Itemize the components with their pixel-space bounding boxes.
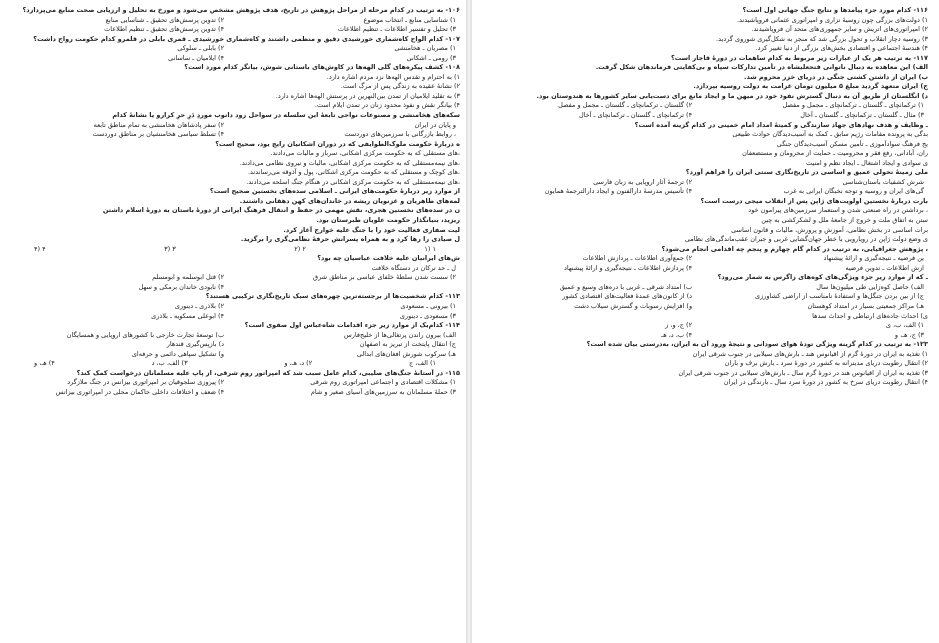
option-row [472, 302, 934, 312]
answer-line: ،های نیمه‌مستقلی که به حکومت مرکزی اشکانی در هنگام جنگ اسلحه می‌دادند. [246, 177, 460, 186]
option-text: ۱) ترکمانچای ـ گلستان ـ ترکمانچای ـ مجمل و مفصل [782, 101, 924, 110]
answer-line: ۱) تغذیه به ایران در دورهٔ گرم از اقیانوس هند ـ بارش‌های سیلابی در جنوب شرقی ایران [692, 349, 928, 358]
option-row [4, 44, 466, 54]
question-stem-partial: لمه‌های طاهریان و غزنویان ریشه در خاندان‌های کهن دهقانی داشتند. [239, 196, 460, 205]
option-text: شرش کشفیات باستان‌شناسی [842, 177, 924, 186]
option-text: ۴) ترکمانچای ـ گلستان ـ ترکمانچای ـ آخال [578, 111, 693, 120]
answer-line: ۱) به احترام و تقدس الهه‌ها نزد مردم اشاره دارد. [326, 72, 460, 81]
option-text: ازش اطلاعات ـ تدوین فرضیه [845, 263, 924, 272]
option-text: ۴) ب، د، هـ [661, 330, 693, 339]
option-row [4, 378, 466, 388]
question-stem-partial: از موارد زیر دربارهٔ حکومت‌های ایرانی ـ اسلامی سده‌های نخستین صحیح است؟ [209, 187, 460, 196]
option-row [472, 111, 934, 121]
option-text: ۲) سست شدن سلطهٔ خلفای عباسی بر مناطق شرق [313, 273, 456, 282]
question-stem-partial: بارت دربارهٔ نخستین اولویت‌های ژاپن پس از انقلاب میجی درست است؟ [700, 196, 928, 205]
answer-line: ۴) هندسهٔ اجتماعی و اقتصادی بخش‌های بزرگی از دنیا تغییر کرد. [755, 44, 928, 53]
option-text [10, 264, 224, 274]
option-text: الف) حاصل کوه‌زایی طی میلیون‌ها سال [816, 282, 924, 291]
option-row [4, 350, 466, 360]
option-row [4, 130, 466, 140]
answer-choice: ۱ (۱ [424, 244, 436, 253]
option-row [4, 54, 466, 64]
option-text: ۳) مسعودی ـ دینوری [399, 311, 456, 320]
option-row [472, 283, 934, 293]
question-stem-partial: ریزید، بنیانگذار حکومت علویان طبرستان بود. [316, 216, 460, 225]
option-text: الف) بیرون راندن پرتغالی‌ها از خلیج‌فارس [343, 330, 456, 339]
option-text: ۳) رومی ـ اشکانی [406, 53, 456, 62]
question-stem: ۱۱۶- کدام مورد جزء پیامدها و نتایج جنگ جهانی اول است؟ [742, 6, 928, 14]
answer-choice: ۲) د، هـ، و [284, 359, 313, 368]
option-text: ج) از بین بردن جنگل‌ها و استفادهٔ نامناسب از اراضی کشاورزی [755, 292, 924, 301]
option-text: ۴) تدوین پرسش‌های تحقیق ـ تنظیم اطلاعات [104, 25, 225, 34]
answer-line: ۴) انتقال رطوبت دریای سرخ به کشور در دورهٔ سرد سال ـ بارندگی در ایران [723, 378, 928, 387]
question-stem: ۱۱۳- کدام شخصیت‌ها از برجسته‌ترین چهره‌های سبک تاریخ‌نگاری ترکیبی هستند؟ [205, 292, 460, 301]
question-stem-partial: ملی زمینهٔ تحولی عمیق و اساسی در تاریخ‌نگاری سنتی ایران را فراهم آورد؟ [685, 168, 928, 177]
option-row [472, 321, 934, 331]
option-text: ۱) مشکلات اقتصادی و اجتماعی امپراتوری روم شرقی [310, 378, 456, 387]
answer-line: ی سوادی و ایجاد اشتغال ـ ایجاد نظم و امنیت [806, 158, 928, 167]
option-text: ۲) ترجمهٔ آثار اروپایی به زبان فارسی [593, 177, 693, 186]
option-row [4, 340, 466, 350]
question-stem-partial: ـ که از موارد زیر جزء ویژگی‌های کوه‌های زاگرس به شمار می‌رود؟ [717, 273, 928, 282]
question-stem: ۱۰۷- کدام الواح کاه‌شماری خورشیدی دقیق و منظمی داشتند و کاه‌شماری خورشیدی ـ قمری بابلی در قلمرو کدام حکومت رواج داشت؟ [33, 34, 460, 43]
option-text: ۲) تدوین پرسش‌های تحقیق ـ شناسایی منابع [105, 15, 225, 24]
answer-line: ی وضع دولت ژاپن در رویارویی با خطر جهان‌گشایی غربی و جبران عقب‌ماندگی‌های نظامی [684, 235, 928, 244]
question-stem: ۱۲۳- به ترتیب در کدام گزینه ویژگی تودهٔ هوای سودانی و نتیجهٔ ورود آن به ایران، به‌درستی بیان شده است؟ [586, 340, 928, 349]
option-text: ۲) قتل ابوسلمه و ابومسلم [152, 273, 225, 282]
option-text: و پایان در ایران [414, 120, 456, 129]
answer-line: ،های نیمه‌مستقلی که به حکومت مرکزی اشکانی، مالیات و نیروی نظامی می‌دادند. [239, 158, 460, 167]
question-stem: ۱۱۷- به ترتیب هر یک از عبارات زیر مربوط به کدام ساهمات در دورهٔ قاجار است؟ [670, 53, 928, 62]
option-text: ۱) بیرونی ـ مسعودی [400, 301, 456, 310]
option-text: د) بازپس‌گیری قندهار [166, 340, 225, 349]
option-text: و) تشکیل سپاهی دائمی و حرفه‌ای [131, 349, 225, 358]
option-row [472, 254, 934, 264]
answer-line: ۱) دولت‌های بزرگی چون روسیهٔ تزاری و امپراتوری عثمانی فروپاشیدند. [736, 15, 928, 24]
question-stem-partial: ـ وظایف و هدف نهادهای جهاد سازندگی و کمیتهٔ امداد امام خمینی در کدام گزینه آمده است؟ [634, 120, 928, 129]
option-row [4, 302, 466, 312]
option-row [4, 121, 466, 131]
option-row [472, 187, 934, 197]
option-text: ۳) تحلیل و تفسیر اطلاعات ـ تنظیم اطلاعات [337, 25, 456, 34]
option-text [242, 283, 456, 293]
answer-line: ۲) نشانهٔ عقیده به زندگی پس از مرگ است. [340, 82, 460, 91]
option-row [4, 16, 466, 26]
answer-choice: ۴) هـ، و [34, 359, 55, 368]
left-page [4, 6, 466, 638]
question-stem: ۱۰۸- کشف پیکره‌های گلی الهه‌ها در کاوش‌های باستانی شوش، بیانگر کدام مورد است؟ [184, 63, 460, 72]
option-text: ۲) جمع‌آوری اطلاعات ـ پردازش اطلاعات [582, 254, 693, 263]
option-text: ۴) ابوعلی مسکویه ـ بلاذری [151, 311, 225, 320]
question-stem-partial: د) انگلستان از طریق آن به دنبال گسترش نفوذ خود در میهن ما و ایجاد مانع برای دست‌یابی سایر کشورها به هندوستان بود. [536, 91, 928, 100]
option-row [472, 292, 934, 302]
option-text: ۴) ضعف و اختلافات داخلی حاکمان محلی در امپراتوری بیزانس [55, 387, 225, 396]
option-row [4, 283, 466, 293]
option-row [4, 312, 466, 322]
option-text: ب) امتداد شرقی ـ غربی با دره‌های وسیع و عمیق [559, 282, 693, 291]
question-stem-partial: ه دربارهٔ حکومت ملوک‌الطوایفی که در دوران اشکانیان رایج بود، صحیح است؟ [215, 139, 460, 148]
option-text: ۱) شناسایی منابع ـ انتخاب موضوع [363, 15, 456, 24]
answer-line: ستن به اتفاق ملت و خروج از جامعهٔ ملل و لشکرکشی به چین [761, 216, 928, 225]
option-row [4, 331, 466, 341]
option-row [472, 178, 934, 188]
option-row [472, 331, 934, 341]
question-stem-partial: سکه‌های هخامنشی و مصنوعات نواحی تابعهٔ این سلسله در سواحل رود دانوب موردِ دَرِ حرِ کرارو یا نشانهٔ کدام [112, 111, 460, 120]
option-text: ۴) تأسیس مدرسهٔ دارالفنون و ایجاد دارالترجمهٔ همایون [544, 187, 693, 196]
option-text: ۴) تسلط سیاسی هخامنشیان بر مناطق دوردست [92, 130, 225, 139]
option-row [472, 101, 934, 111]
option-text: ل ـ حد ترکان در دستگاه خلافت [371, 263, 456, 272]
question-stem: ۱۱۴- کدام‌یک از موارد زیر جزء اقدامات شاه‌عباس اول صفوی است؟ [244, 321, 460, 330]
answer-line: ، برداشتن در راه صنعتی شدن و استعمار سرزمین‌های پیرامون خود [748, 206, 928, 215]
answer-line: ی) احداث جاده‌های ارتباطی و احداث سدها [812, 311, 928, 320]
option-text: ۲) ج، و، ز [665, 321, 693, 330]
option-text: ۱) الف، ب، ی [885, 321, 924, 330]
question-stem: ۱۱۵- در آستانهٔ جنگ‌های صلیبی، کدام عامل سبب شد که امپراتور روم شرقی، از پاپ علیه مسلمانان درخواست کمک کند؟ [76, 368, 460, 377]
option-text: هـ) مراکز جمعیتی بسیار در امتداد کوهستان [807, 301, 924, 310]
option-text: ۲) بابلی ـ سلوکی [177, 44, 225, 53]
answer-line: ران، آبادانی، رفع فقر و محرومیت ـ حمایت از محرومان و مستضعفان [742, 149, 928, 158]
option-text: و) افزایش رسوبات و گسترش سیلاب دشت [574, 301, 693, 310]
answer-line: یج فرهنگ سوادآموزی ـ تأمین مسکن آسیب‌دیدگان جنگی [776, 139, 928, 148]
question-stem-partial: ، پژوهش جغرافیایی، به ترتیب در کدام گام چهارم و پنجم چه اقدامی انجام می‌شود؟ [661, 244, 928, 253]
option-text: ۱) مصریان ـ هخامنشی [394, 44, 456, 53]
option-text: گی‌های ایران و روسیه و توجه نخبگان ایرانی به غرب [783, 187, 924, 196]
answer-line: ،های مستقلی که به حکومت مرکزی اشکانی، سرباز و مالیات می‌دادند. [270, 149, 460, 158]
question-stem-partial: ش‌های ایرانیان علیه خلافت عباسیان چه بود؟ [317, 254, 460, 263]
option-text: ۳) حملهٔ مسلمانان به سرزمین‌های آسیای صغیر و شام [310, 387, 456, 396]
option-row [4, 264, 466, 274]
answer-choice: ۱) الف، ج [409, 359, 436, 368]
question-stem-partial: ج) ایران متعهد گردید مبلغ ۵ میلیون تومان غرامت به دولت روسیه بپردازد. [693, 82, 928, 91]
answer-line: ۴) بیانگر نقش و نفوذ محدود زنان در تمدن ایلام است. [314, 101, 460, 110]
option-text: د) از کانون‌های عمدهٔ فعالیت‌های اقتصادی کشور [562, 292, 693, 301]
question-stem-partial: ل صیادی را رها کرد و به همراه پسرانش حرفهٔ نظامی‌گری را برگزید. [240, 235, 460, 244]
option-text: ۴) پردازش اطلاعات ـ نتیجه‌گیری و ارائهٔ پیشنهاد [563, 263, 693, 272]
question-stem-partial: لیت صفاری فعالیت خود را با جنگ علیه خوارج آغاز کرد. [283, 225, 460, 234]
option-text: ۳) مثال ـ گلستان ـ ترکمانچای ـ گلستان ـ آخال [800, 111, 924, 120]
option-text: ج) انتقال پایتخت از تبریز به اصفهان [359, 340, 456, 349]
option-text: ب) توسعهٔ تجارت خارجی با کشورهای اروپایی و همسایگان [66, 330, 225, 339]
answer-line: ۳) روسیه دچار انقلاب و تحول بزرگی شد که منجر به شکل‌گیری شوروی گردید. [716, 34, 928, 43]
question-stem: ۱۰۶- به ترتیب در کدام مرحله از مراحل پژوهش در تاریخ، هدف پژوهش مشخص می‌شود و مورخ به تحلیل و ارزیابی صحت منابع می‌پردازد؟ [22, 6, 460, 14]
answer-line: ۳) به تقلید ایلامیان از تمدن بین‌النهرین در پرستش الهه‌ها اشاره دارد. [275, 91, 460, 100]
option-text: ۲) گلستان ـ ترکمانچای ـ گلستان ـ مجمل و مفصل [558, 101, 693, 110]
right-page [472, 6, 934, 638]
option-text: ، روابط بازرگانی با سرزمین‌های دوردست [344, 130, 456, 139]
option-row [472, 264, 934, 274]
option-text: ۳) ج، هـ، و [894, 330, 924, 339]
option-text: هـ) سرکوب شورش افغان‌های ابدالی [356, 349, 456, 358]
answer-line: ۲) انتقال رطوبت دریای مدیترانه به کشور در دورهٔ سرد ـ بارش برف و باران [724, 359, 928, 368]
answer-choice: ۴ (۴ [34, 244, 46, 253]
question-stem-partial: ن در سده‌های نخستین هجری، نقش مهمی در حفظ و انتقال فرهنگ ایرانی از دورهٔ باستان به دورهٔ اسلام داشتن [102, 206, 460, 215]
option-text: ین فرضیه ـ نتیجه‌گیری و ارائهٔ پیشنهاد [823, 254, 924, 263]
question-stem-partial: الف) این معاهده به دنبال ناتوانی فتحعلیشاه در تأمین تدارکات سپاه و بی‌کفایتی فرماندهان شکل گرفت. [595, 63, 928, 72]
answer-line: ۲) امپراتوری‌های اتریش و سایر جمهوری‌های متحد آن فروپاشیدند. [751, 25, 928, 34]
option-text: ۲) بلاذری ـ دینوری [174, 301, 225, 310]
option-text: ۴) نابودی خاندان برمکی و سهل [138, 282, 225, 291]
option-row [4, 273, 466, 283]
answer-choices-row [4, 359, 466, 369]
option-text: ۲) پیروزی سلجوقیان بر امپراتوری بیزانس در جنگ ملازگرد [67, 378, 225, 387]
question-stem-partial: ب) ایران از داشتن کشتی جنگی در دریای خزر محروم شد. [743, 72, 928, 81]
answer-line: بدگی به پرونده مقامات رژیم سابق ـ کمک به آسیب‌دیدگان حوادث طبیعی [732, 130, 928, 139]
answer-choice: ۳) الف، ب، د [151, 359, 188, 368]
answer-line: ،های کوچک و مستقلی که به حکومت مرکزی اشکانی، پول و آذوقه می‌رساندند. [247, 168, 460, 177]
answer-choices-row [4, 245, 466, 255]
answer-choice: ۳ (۳ [164, 244, 176, 253]
answer-line: برات اساسی در بخش نظامی، آموزش و پرورش، مالیات و قانون اساسی [731, 225, 928, 234]
answer-line: ۳) تغذیه به ایران از اقیانوس هند در دورهٔ گرم سال ـ بارش‌های سیلابی در جنوب شرقی ایران [678, 368, 928, 377]
option-text: ۲) سفر پادشاهان هخامنشی به تمام مناطق تابعه [93, 120, 225, 129]
option-row [4, 388, 466, 398]
answer-choice: ۲ (۲ [294, 244, 306, 253]
option-text: ۴) ایلامیان ـ ساسانی [168, 53, 225, 62]
option-row [4, 25, 466, 35]
